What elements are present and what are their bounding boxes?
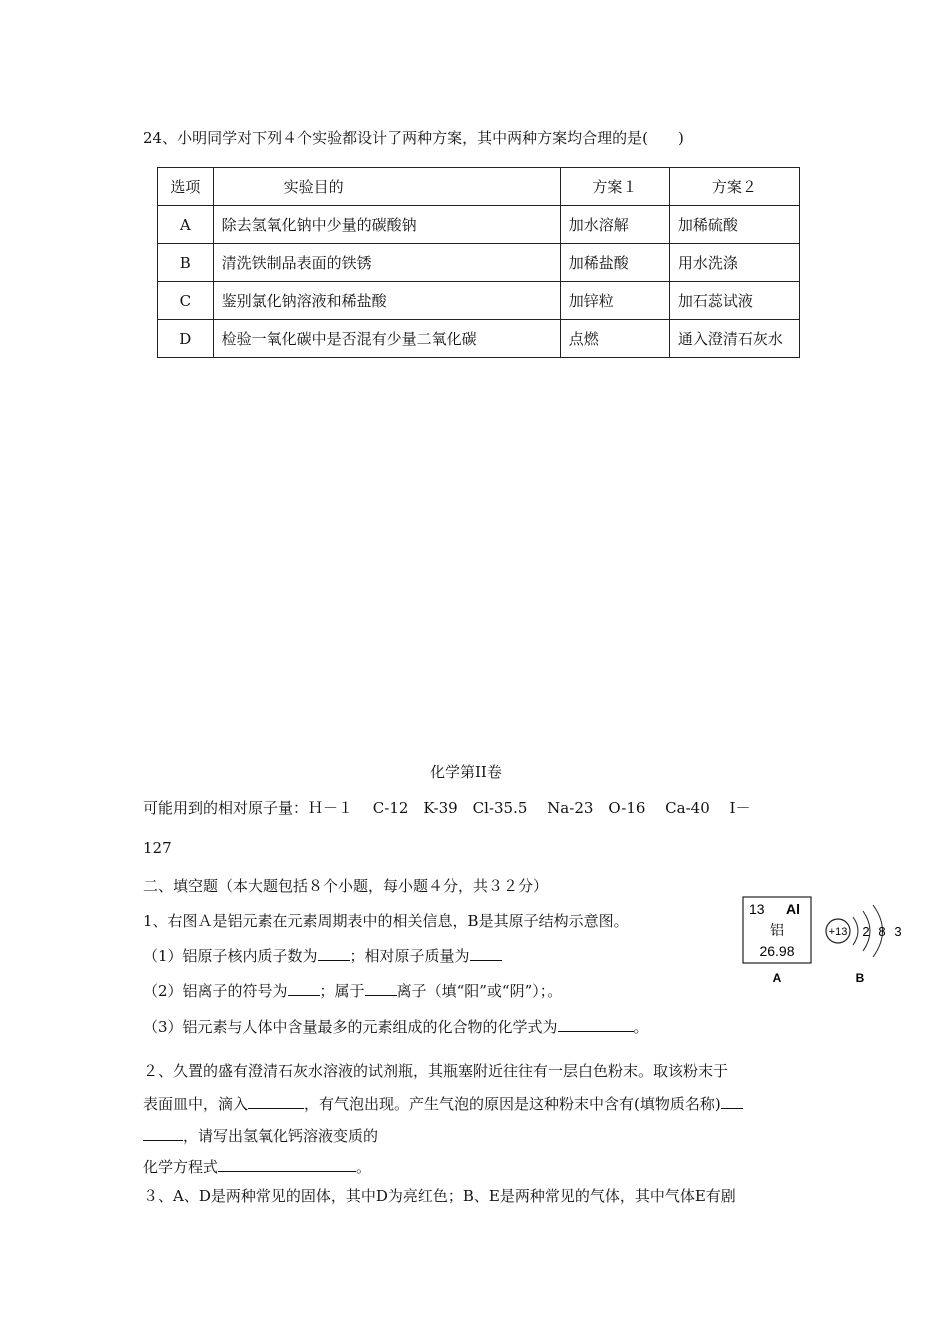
q2-line2-text-a: 表面皿中，滴入 — [143, 1095, 249, 1113]
q2-line2-text-b: ，有气泡出现。产生气泡的原因是这种粉末中含有(填物质名称) — [304, 1095, 721, 1113]
q1-sub3 — [143, 1017, 649, 1037]
row-purpose: 鉴别氯化钠溶液和稀盐酸 — [213, 282, 560, 320]
q2-line1: ２、久置的盛有澄清石灰水溶液的试剂瓶，其瓶塞附近往往有一层白色粉末。取该粉末于 — [143, 1062, 729, 1080]
row-purpose: 清洗铁制品表面的铁锈 — [213, 244, 560, 282]
row-plan2: 加稀硫酸 — [669, 206, 799, 244]
shell-electrons: 8 — [878, 924, 886, 939]
table-row — [158, 244, 800, 282]
answer-blank[interactable] — [470, 946, 502, 961]
answer-blank[interactable] — [288, 981, 320, 996]
row-option: A — [158, 206, 214, 244]
answer-blank[interactable] — [318, 946, 350, 961]
q2-line2 — [143, 1094, 743, 1114]
atomic-masses-line2: 127 — [143, 839, 172, 857]
table-row — [158, 320, 800, 358]
table-row — [158, 282, 800, 320]
header-plan1: 方案１ — [560, 168, 669, 206]
row-option: D — [158, 320, 214, 358]
answer-blank[interactable] — [558, 1017, 634, 1032]
row-purpose: 检验一氧化碳中是否混有少量二氧化碳 — [213, 320, 560, 358]
question-24-stem: 24、小明同学对下列４个实验都设计了两种方案，其中两种方案均合理的是( ) — [143, 129, 684, 147]
q2-line3-text: ，请写出氢氧化钙溶液变质的 — [183, 1127, 379, 1145]
section-heading: 二、填空题（本大题包括８个小题，每小题４分，共３２分） — [143, 877, 549, 895]
header-purpose: 实验目的 — [213, 168, 560, 206]
row-plan1: 加水溶解 — [560, 206, 669, 244]
row-plan2: 加石蕊试液 — [669, 282, 799, 320]
q2-line3 — [143, 1126, 378, 1146]
q1-sub1-text-b: ；相对原子质量为 — [349, 947, 470, 965]
row-plan1: 点燃 — [560, 320, 669, 358]
q1-sub2-text-c: 离子（填“阳”或“阴”）；。 — [396, 982, 563, 1000]
q1-sub3-text-a: （3）铝元素与人体中含量最多的元素组成的化合物的化学式为 — [143, 1018, 558, 1036]
shell-electrons: 2 — [862, 924, 870, 939]
row-plan1: 加锌粒 — [560, 282, 669, 320]
row-option: C — [158, 282, 214, 320]
q2-line4-text-b: 。 — [356, 1158, 372, 1176]
q1-sub2-text-a: （2）铝离子的符号为 — [143, 982, 288, 1000]
element-symbol: Al — [786, 901, 800, 917]
nucleus-charge: +13 — [828, 926, 848, 938]
answer-blank[interactable] — [248, 1094, 304, 1109]
experiment-table — [157, 167, 800, 358]
q1-sub1 — [143, 946, 502, 966]
part2-title: 化学第II卷 — [430, 763, 502, 781]
row-plan1: 加稀盐酸 — [560, 244, 669, 282]
electron-shell-arc — [853, 917, 858, 945]
header-plan2: 方案２ — [669, 168, 799, 206]
answer-blank[interactable] — [721, 1094, 743, 1109]
shell-electrons: 3 — [894, 924, 902, 939]
table-header-row — [158, 168, 800, 206]
q1-stem: 1、右图Ａ是铝元素在元素周期表中的相关信息，B是其原子结构示意图。 — [143, 912, 629, 930]
row-plan2: 用水洗涤 — [669, 244, 799, 282]
atomic-masses-line1: 可能用到的相对原子量：Ｈ－１ C-12 K-39 Cl-35.5 Na-23 O-16 Ca-40 I－ — [143, 799, 751, 817]
atomic-number: 13 — [749, 901, 765, 917]
q3-line1: ３、A、D是两种常见的固体，其中D为亮红色；B、E是两种常见的气体，其中气体E有剧 — [143, 1187, 736, 1205]
q2-line4 — [143, 1157, 371, 1177]
row-option: B — [158, 244, 214, 282]
q1-sub2-text-b: ；属于 — [319, 982, 365, 1000]
q1-sub2 — [143, 981, 562, 1001]
atomic-mass: 26.98 — [759, 943, 795, 959]
row-purpose: 除去氢氧化钠中少量的碳酸钠 — [213, 206, 560, 244]
answer-blank[interactable] — [218, 1157, 356, 1172]
element-name: 铝 — [770, 923, 784, 939]
figure-label-b: B — [855, 971, 865, 985]
figure-label-a: A — [772, 971, 782, 985]
header-option: 选项 — [158, 168, 214, 206]
answer-blank[interactable] — [365, 981, 397, 996]
q2-line4-text-a: 化学方程式 — [143, 1158, 219, 1176]
q1-sub1-text-a: （1）铝原子核内质子数为 — [143, 947, 318, 965]
answer-blank[interactable] — [143, 1126, 183, 1141]
row-plan2: 通入澄清石灰水 — [669, 320, 799, 358]
aluminum-figure — [742, 895, 912, 990]
table-row — [158, 206, 800, 244]
q1-sub3-text-b: 。 — [633, 1018, 649, 1036]
